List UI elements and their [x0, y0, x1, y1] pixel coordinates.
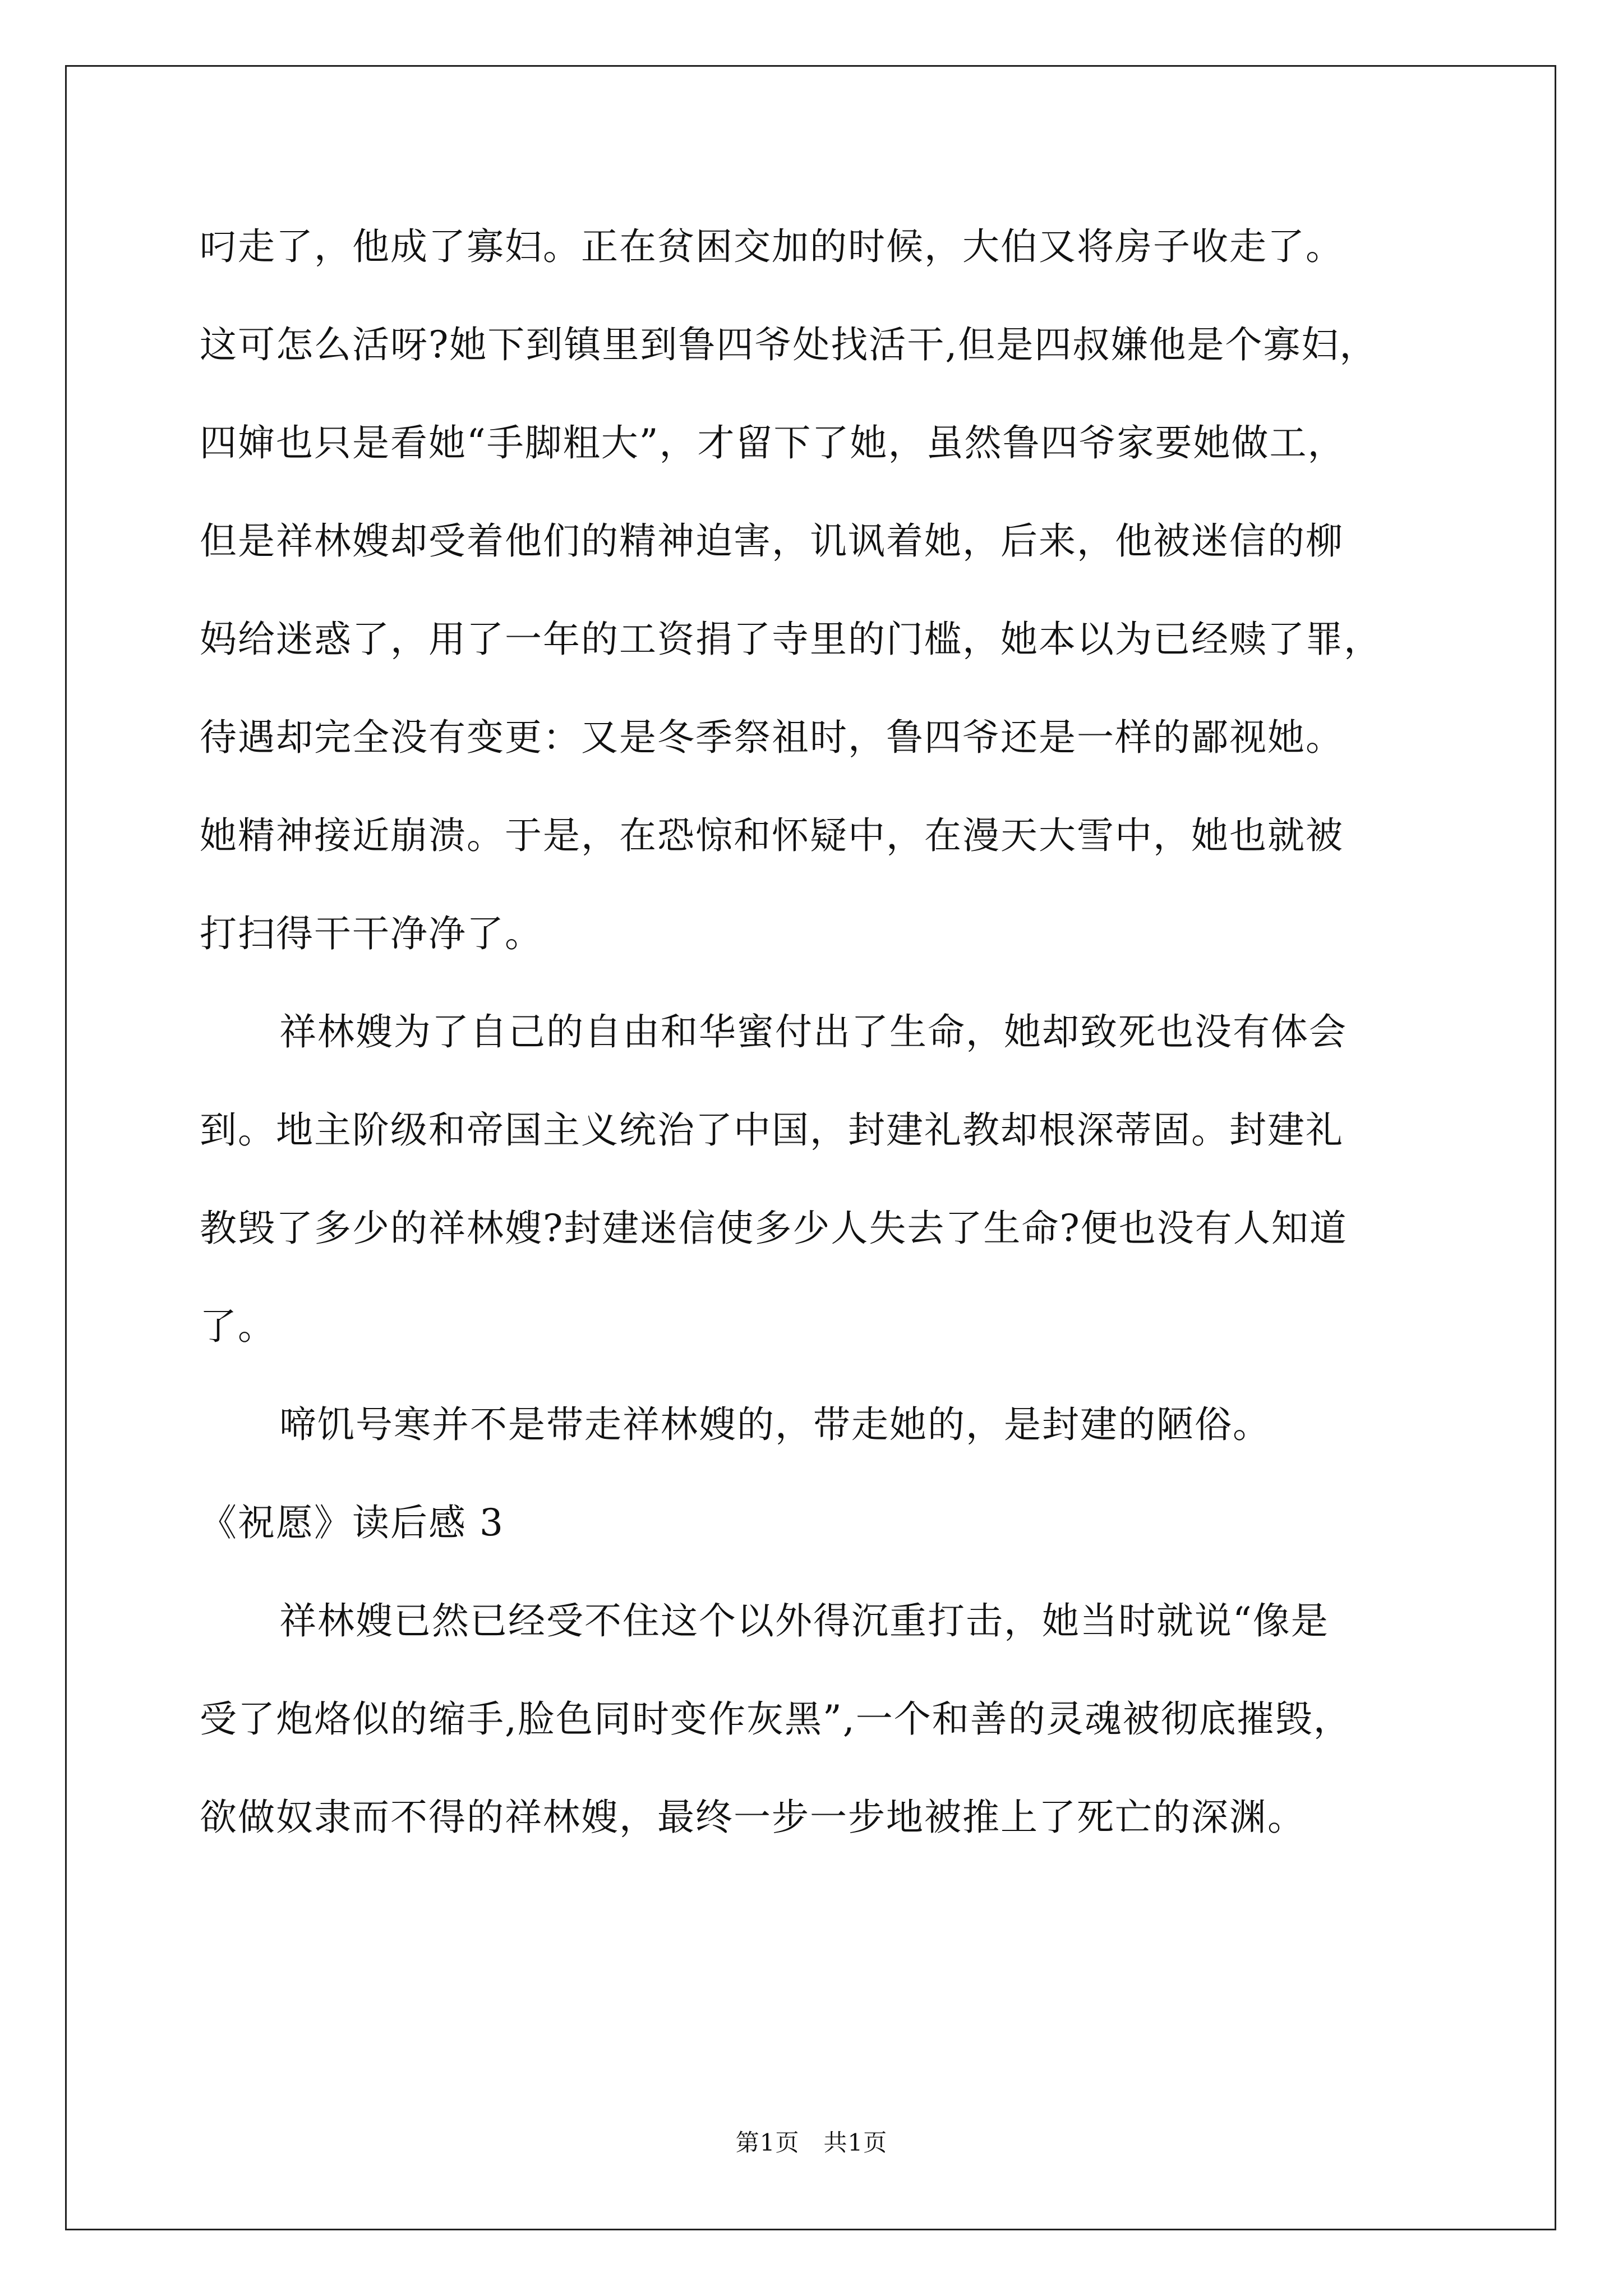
text-line: 但是祥林嫂却受着他们的精神迫害，讥讽着她，后来，他被迷信的柳	[200, 519, 1344, 563]
page-number-footer: 第1页 共1页	[735, 2129, 888, 2156]
paragraph-first-line: 祥林嫂已然已经受不住这个以外得沉重打击，她当时就说“像是	[279, 1599, 1329, 1642]
section-heading: 《祝愿》读后感 3	[200, 1501, 504, 1544]
text-line: 受了炮烙似的缩手,脸色同时变作灰黑”,一个和善的灵魂被彻底摧毁，	[200, 1697, 1352, 1741]
text-line: 待遇却完全没有变更：又是冬季祭祖时，鲁四爷还是一样的鄙视她。	[200, 716, 1344, 759]
text-line: 她精神接近崩溃。于是，在恐惊和怀疑中，在漫天大雪中，她也就被	[200, 814, 1344, 857]
text-line: 教毁了多少的祥林嫂?封建迷信使多少人失去了生命?便也没有人知道	[200, 1207, 1348, 1250]
text-line: 妈给迷惑了，用了一年的工资捐了寺里的门槛，她本以为已经赎了罪，	[200, 618, 1382, 661]
text-line: 了。	[200, 1305, 276, 1348]
text-line: 叼走了，他成了寡妇。正在贫困交加的时候，大伯又将房子收走了。	[200, 225, 1344, 268]
text-line: 这可怎么活呀?她下到镇里到鲁四爷处找活干,但是四叔嫌他是个寡妇，	[200, 323, 1378, 366]
paragraph-first-line: 祥林嫂为了自己的自由和华蜜付出了生命，她却致死也没有体会	[279, 1010, 1347, 1053]
paragraph-first-line: 啼饥号寒并不是带走祥林嫂的，带走她的，是封建的陋俗。	[279, 1403, 1271, 1446]
text-line: 打扫得干干净净了。	[200, 912, 543, 955]
text-line: 到。地主阶级和帝国主义统治了中国，封建礼教却根深蒂固。封建礼	[200, 1108, 1344, 1152]
text-line: 欲做奴隶而不得的祥林嫂，最终一步一步地被推上了死亡的深渊。	[200, 1796, 1306, 1839]
text-line: 四婶也只是看她“手脚粗大”，才留下了她，虽然鲁四爷家要她做工，	[200, 421, 1346, 464]
